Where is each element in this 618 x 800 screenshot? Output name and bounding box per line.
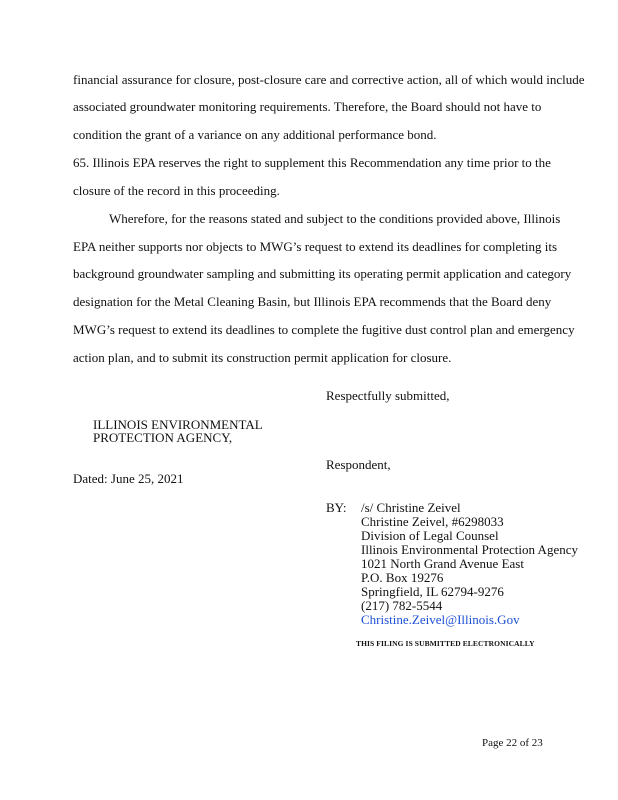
page-number: Page 22 of 23 [482, 737, 543, 749]
wherefore-line-3: background groundwater sampling and submitting its operating permit application and category [73, 266, 572, 281]
by-label: BY: [326, 500, 347, 515]
city-state-zip: Springfield, IL 62794-9276 [361, 584, 504, 599]
body-line-3: condition the grant of a variance on any additional performance bond. [73, 127, 437, 142]
dated-line: Dated: June 25, 2021 [73, 471, 184, 486]
street-address: 1021 North Grand Avenue East [361, 556, 524, 571]
division-name: Division of Legal Counsel [361, 528, 499, 543]
paragraph-65-line-1: 65. Illinois EPA reserves the right to supplement this Recommendation any time prior to the [73, 155, 551, 170]
email-link[interactable]: Christine.Zeivel@Illinois.Gov [361, 612, 520, 627]
wherefore-line-5: MWG’s request to extend its deadlines to complete the fugitive dust control plan and emergency [73, 322, 575, 337]
agency-name-line-2: PROTECTION AGENCY, [93, 430, 233, 445]
wherefore-line-2: EPA neither supports nor objects to MWG’s request to extend its deadlines for completing its [73, 239, 558, 254]
attorney-name: Christine Zeivel, #6298033 [361, 514, 504, 529]
wherefore-line-4: designation for the Metal Cleaning Basin, but Illinois EPA recommends that the Board deny [73, 294, 552, 309]
signature-block [361, 501, 578, 627]
agency-name-line-1: ILLINOIS ENVIRONMENTAL [93, 417, 263, 432]
wherefore-line-6: action plan, and to submit its construction permit application for closure. [73, 350, 452, 365]
respectfully-submitted: Respectfully submitted, [326, 388, 450, 403]
wherefore-line-1: Wherefore, for the reasons stated and subject to the conditions provided above, Illinois [109, 211, 561, 226]
agency-name [93, 418, 263, 444]
respondent-label: Respondent, [326, 457, 391, 472]
body-line-2: associated groundwater monitoring requirements. Therefore, the Board should not have to [73, 99, 542, 114]
agency-full-name: Illinois Environmental Protection Agency [361, 542, 578, 557]
filing-note: THIS FILING IS SUBMITTED ELECTRONICALLY [356, 639, 535, 648]
po-box: P.O. Box 19276 [361, 570, 444, 585]
paragraph-65-line-2: closure of the record in this proceeding. [73, 183, 280, 198]
signature: /s/ Christine Zeivel [361, 500, 461, 515]
body-line-1: financial assurance for closure, post-closure care and corrective action, all of which would include [73, 72, 585, 87]
phone-number: (217) 782-5544 [361, 598, 443, 613]
